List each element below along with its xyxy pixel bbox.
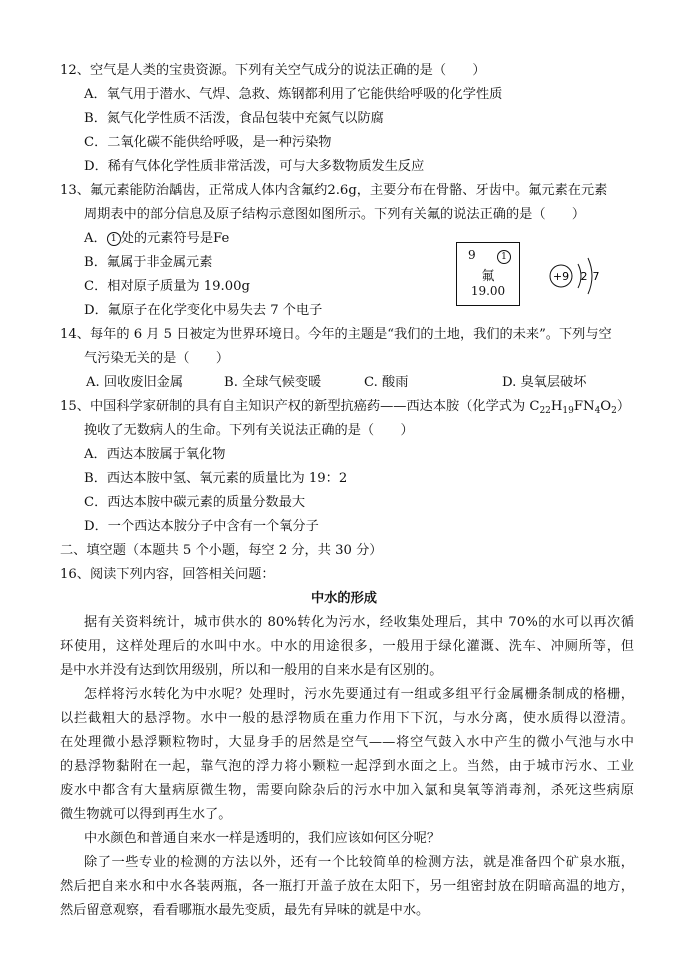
paragraph-4-line-1: 除了一些专业的检测的方法以外，还有一个比较简单的检测方法，就是准备四个矿泉水瓶， (84, 855, 634, 870)
q16-stem: 16、阅读下列内容，回答相关问题： (60, 567, 275, 582)
shell-2-electrons: 7 (592, 270, 600, 283)
electron-shell-2 (588, 258, 592, 294)
paragraph-1-line-1: 据有关资料统计，城市供水的 80%转化为污水，经收集处理后，其中 70%的水可以再次循 (84, 615, 634, 630)
atomic-structure-diagram (540, 252, 610, 298)
q15-stem-line2: 挽收了无数病人的生命。下列有关说法正确的是（ ） (84, 423, 414, 438)
paragraph-2-line-1: 怎样将污水转化为中水呢？处理时，污水先要通过有一组或多组平行金属栅条制成的格栅， (84, 687, 634, 702)
paragraph-2-line-6: 微生物就可以得到再生水了。 (60, 807, 232, 822)
paragraph-4-line-2: 然后把自来水和中水各装两瓶，各一瓶打开盖子放在太阳下，另一组密封放在阴暗高温的地方， (60, 879, 634, 894)
q14-option-c: C. 酸雨 (364, 375, 409, 390)
q13-stem-line1: 13、氟元素能防治龋齿，正常成人体内含氟约2.6g，主要分布在骨骼、牙齿中。氟元素在元素 (60, 183, 608, 198)
q12-option-a: A．氧气用于潜水、气焊、急救、炼钢都利用了它能供给呼吸的化学性质 (84, 87, 503, 102)
q12-stem: 12、空气是人类的宝贵资源。下列有关空气成分的说法正确的是（ ） (60, 63, 486, 78)
q14-option-b: B. 全球气候变暖 (224, 375, 322, 390)
nucleus-charge: +9 (552, 270, 570, 283)
q15-option-d: D．一个西达本胺分子中含有一个氧分子 (84, 519, 319, 534)
q14-stem-line2: 气污染无关的是（ ） (84, 351, 230, 366)
q14-stem-line1: 14、每年的 6 月 5 日被定为世界环境日。今年的主题是“我们的土地，我们的未来”。下列与空 (60, 327, 612, 342)
formula-sub-carbon: 22 (539, 406, 551, 416)
paragraph-2-line-4: 的悬浮物黏附在一起，靠气泡的浮力将小颗粒一起浮到水面之上。当然，由于城市污水、工业 (60, 759, 634, 774)
q15-option-c: C．西达本胺中碳元素的质量分数最大 (84, 495, 306, 510)
atomic-mass: 19.00 (470, 284, 506, 298)
q12-option-c: C．二氧化碳不能供给呼吸，是一种污染物 (84, 135, 332, 150)
q12-option-b: B．氮气化学性质不活泼，食品包装中充氮气以防腐 (84, 111, 384, 126)
q15-stem-line1 (60, 398, 630, 416)
q13-stem-line2: 周期表中的部分信息及原子结构示意图如图所示。下列有关氟的说法正确的是（ ） (84, 207, 586, 222)
section-2-heading: 二、填空题（本题共 5 个小题，每空 2 分，共 30 分） (60, 543, 383, 558)
paragraph-1-line-2: 环使用，这样处理后的水叫中水。中水的用途很多，一般用于绿化灌溉、洗车、冲厕所等，但 (60, 639, 634, 654)
atomic-number: 9 (468, 248, 476, 262)
circled-one-icon: 1 (107, 232, 121, 246)
paragraph-2-line-3: 在处理微小悬浮颗粒物时，大显身手的居然是空气——将空气鼓入水中产生的微小气池与水中 (60, 735, 634, 750)
paragraph-2-line-5: 废水中都含有大量病原微生物，需要向除杂后的污水中加入氯和臭氧等消毒剂，杀死这些病原 (60, 783, 634, 798)
periodic-table-cell (456, 242, 520, 306)
element-name: 氟 (481, 269, 495, 284)
q15-option-b: B．西达本胺中氢、氧元素的质量比为 19：2 (84, 471, 348, 486)
q12-option-d: D．稀有气体化学性质非常活泼，可与大多数物质发生反应 (84, 159, 425, 174)
formula-sub-nitrogen: 4 (594, 406, 601, 416)
article-title: 中水的形成 (311, 591, 377, 606)
formula-hydrogen: H (550, 399, 563, 414)
formula-sub-oxygen: 2 (611, 406, 617, 416)
paragraph-2-line-2: 以拦截粗大的悬浮物。水中一般的悬浮物质在重力作用下下沉，与水分离，使水质得以澄清。 (60, 711, 634, 726)
q13-option-a-prefix: A． (84, 231, 107, 246)
formula-oxygen: O (600, 399, 612, 414)
paragraph-4-line-3: 然后留意观察，看看哪瓶水最先变质，最先有异味的就是中水。 (60, 903, 430, 918)
q13-option-c: C．相对原子质量为 19.00g (84, 279, 250, 294)
q15-stem-text: 15、中国科学家研制的具有自主知识产权的新型抗癌药——西达本胺（化学式为 C (60, 399, 540, 414)
q13-option-a (84, 230, 229, 248)
circled-one-icon: 1 (497, 250, 511, 264)
paragraph-3: 中水颜色和普通自来水一样是透明的，我们应该如何区分呢？ (84, 831, 441, 846)
q13-option-d: D．氟原子在化学变化中易失去 7 个电子 (84, 303, 323, 318)
shell-1-electrons: 2 (580, 270, 588, 283)
q15-option-a: A．西达本胺属于氧化物 (84, 447, 226, 462)
formula-fluorine-nitrogen: FN (573, 399, 595, 414)
formula-sub-hydrogen: 19 (562, 406, 574, 416)
q14-option-a: A. 回收废旧金属 (86, 375, 184, 390)
q13-option-a-text: 处的元素符号是Fe (120, 231, 230, 246)
q13-option-b: B．氟属于非金属元素 (84, 255, 213, 270)
formula-close-paren: ） (616, 399, 631, 414)
q14-option-d: D. 臭氧层破坏 (502, 375, 587, 390)
paragraph-1-line-3: 是中水并没有达到饮用级别，所以和一般用的自来水是有区别的。 (60, 663, 443, 678)
